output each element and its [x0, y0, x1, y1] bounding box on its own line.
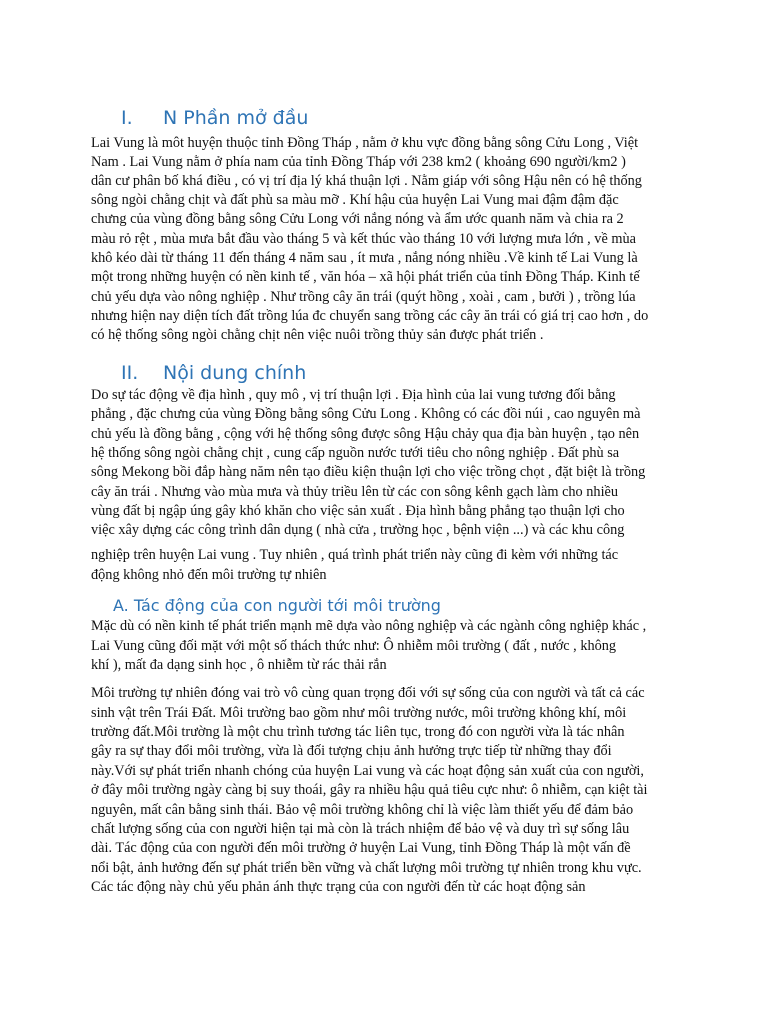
- text-line: sinh vật trên Trái Đất. Môi trường bao gồm như môi trường nước, môi trường không khí, môi: [91, 705, 627, 721]
- text-line: chưng của vùng đồng bằng sông Cửu Long với nắng nóng và ẩm ước quanh năm và chia ra 2: [91, 211, 624, 227]
- text-line: việc xây dựng các công trình dân dụng ( nhà cửa , trường học , bệnh viện ...) và các khu công: [91, 522, 625, 538]
- text-line: sông Mekong bồi đắp hàng năm nên tạo điều kiện thuận lợi cho việc trồng chọt , đặt biệt là trồng: [91, 464, 646, 480]
- text-line: ở đây môi trường ngày càng bị suy thoái, gây ra nhiều hậu quả tiêu cực như: ô nhiễm, cạn kiệt tài: [91, 782, 648, 798]
- text-line: Lai Vung cũng đối mặt với một số thách thức như: Ô nhiễm môi trường ( đất , nước , không: [91, 638, 617, 654]
- heading-intro-number: I.: [121, 107, 133, 129]
- text-line: Nam . Lai Vung nằm ở phía nam của tỉnh Đồng Tháp với 238 km2 ( khoảng 690 người/km2 ): [91, 154, 626, 170]
- text-line: khí ), mất đa dạng sinh học , ô nhiễm từ rác thải rắn: [91, 657, 387, 673]
- text-line: dân cư phân bố khá điều , có vị trí địa lý khá thuận lợi . Nằm giáp với sông Hậu nên có hệ thống: [91, 173, 642, 189]
- text-line: vùng đất bị ngập úng gây khó khăn cho việc sản xuất . Địa hình bằng phẳng tạo thuận lợi cho: [91, 503, 625, 519]
- heading-intro: [121, 107, 308, 129]
- text-line: này.Với sự phát triển nhanh chóng của huyện Lai vung và các hoạt động sản xuất của con người,: [91, 763, 644, 779]
- text-line: màu rỏ rệt , mùa mưa bắt đầu vào tháng 5 và kết thúc vào tháng 10 với lượng mưa lớn , về mùa: [91, 231, 636, 247]
- heading-main-content: [121, 362, 306, 384]
- text-line: sông ngòi chằng chịt và đất phù sa màu mỡ . Khí hậu của huyện Lai Vung mai đậm đậm đặc: [91, 192, 619, 208]
- heading-main-text: Nội dung chính: [163, 362, 307, 384]
- text-line: nổi bật, ảnh hưởng đến sự phát triển bền vững và chất lượng môi trường tự nhiên trong khu vực.: [91, 860, 642, 876]
- heading-main-number: II.: [121, 362, 139, 384]
- text-line: một trong những huyện có nền kinh tế , văn hóa – xã hội phát triển của tỉnh Đồng Tháp. Kinh tế: [91, 269, 640, 285]
- text-line: dài. Tác động của con người đến môi trường ở huyện Lai Vung, tỉnh Đồng Tháp là một vấn đề: [91, 840, 631, 856]
- text-line: Môi trường tự nhiên đóng vai trò vô cùng quan trọng đối với sự sống của con người và tất cả các: [91, 685, 645, 701]
- text-line: Do sự tác động về địa hình , quy mô , vị trí thuận lợi . Địa hình của lai vung tương đối bằng: [91, 387, 616, 403]
- text-line: phẳng , đặc chưng của vùng Đồng bằng sông Cửu Long . Không có các đồi núi , cao nguyên mà: [91, 406, 641, 422]
- text-line: cây ăn trái . Nhưng vào mùa mưa và thủy triều lên từ các con sông kênh gạch làm cho nhiều: [91, 484, 619, 500]
- text-line: động không nhỏ đến môi trường tự nhiên: [91, 567, 327, 583]
- text-line: Mặc dù có nền kinh tế phát triển mạnh mẽ dựa vào nông nghiệp và các ngành công nghiệp khác ,: [91, 618, 647, 634]
- text-line: nguyên, mất cân bằng sinh thái. Bảo vệ môi trường không chỉ là việc làm thiết yếu để đảm bảo: [91, 802, 634, 818]
- text-line: chất lượng sống của con người hiện tại mà còn là trách nhiệm để bảo vệ và duy trì sự sống lâu: [91, 821, 630, 837]
- text-line: gây ra sự thay đổi môi trường, vừa là đối tượng chịu ảnh hưởng trực tiếp từ những thay đổi: [91, 743, 612, 759]
- text-line: trường đất.Môi trường là một chu trình tương tác liên tục, trong đó con người vừa là tác nhân: [91, 724, 625, 740]
- text-line: có hệ thống sông ngòi chằng chịt nên việc nuôi trồng thủy sản được phát triển .: [91, 327, 544, 343]
- text-line: Các tác động này chủ yếu phản ánh thực trạng của con người đến từ các hoạt động sản: [91, 879, 586, 895]
- heading-intro-text: N Phần mở đầu: [163, 107, 309, 129]
- text-line: chủ yếu dựa vào nông nghiệp . Như trồng cây ăn trái (quýt hồng , xoài , cam , bưởi ) , trồng lúa: [91, 289, 636, 305]
- text-line: nghiệp trên huyện Lai vung . Tuy nhiên , quá trình phát triển này cũng đi kèm với những tác: [91, 547, 619, 563]
- text-line: khô kéo dài từ tháng 11 đến tháng 4 năm sau , ít mưa , nắng nóng nhiều .Về kinh tế Lai Vung là: [91, 250, 638, 266]
- text-line: Lai Vung là môt huyện thuộc tỉnh Đồng Tháp , nằm ở khu vực đồng bằng sông Cửu Long , Việt: [91, 135, 639, 151]
- text-line: hệ thống sông ngòi chằng chịt , cung cấp nguồn nước tưới tiêu cho nông nghiệp . Đất phù sa: [91, 445, 620, 461]
- text-line: nhưng hiện nay diện tích đất trồng lúa đc chuyển sang trồng các cây ăn trái có giá trị cao hơn , do: [91, 308, 649, 324]
- subheading-human-impact: A. Tác động của con người tới môi trường: [113, 596, 441, 615]
- text-line: chủ yếu là đồng bằng , cộng với hệ thống sông được sông Hậu chảy qua địa bàn huyện , tạo nên: [91, 426, 640, 442]
